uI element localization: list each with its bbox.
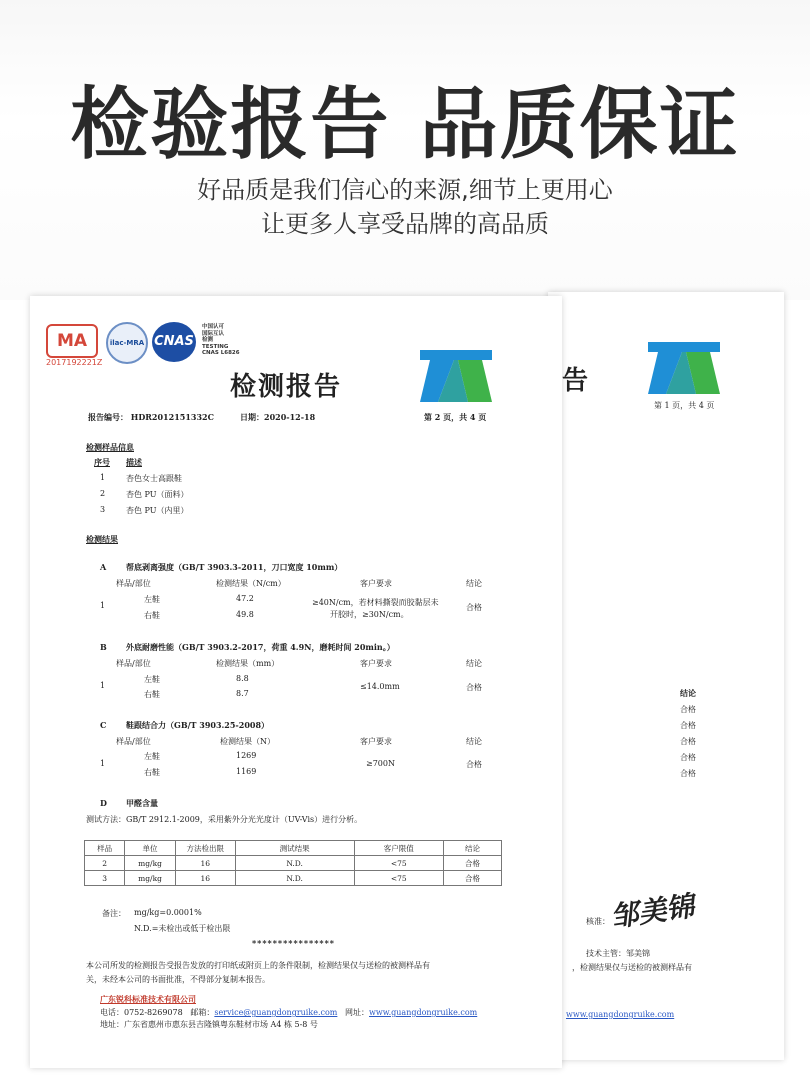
back-conclusion-5: 合格 <box>680 769 696 778</box>
table-cell: <75 <box>354 871 443 886</box>
test-c-header-result: 检测结果（N） <box>220 737 275 746</box>
sample-no: 2 <box>100 489 106 498</box>
test-c-requirement: ≥700N <box>366 759 395 768</box>
test-c-value-left: 1269 <box>236 751 257 760</box>
address: 地址：广东省惠州市惠东县吉隆镇粤东鞋材市场 A4 栋 5-8 号 <box>100 1020 318 1029</box>
test-b-value-left: 8.8 <box>236 674 249 683</box>
test-c-name: 鞋跟结合力（GB/T 3903.25-2008） <box>126 720 270 730</box>
test-c-value-right: 1169 <box>236 767 257 776</box>
report-date: 日期：2020-12-18 <box>240 412 316 422</box>
hero-subtitle-line2: 让更多人享受品牌的高品质 <box>261 210 549 238</box>
cma-number: 2017192221Z <box>46 358 103 367</box>
table-header-cell: 样品 <box>85 841 125 856</box>
approver-label: 核准： <box>586 917 610 926</box>
formaldehyde-table <box>84 840 502 886</box>
table-cell: N.D. <box>235 856 354 871</box>
test-b-letter: B <box>100 642 107 652</box>
phone: 电话：0752-8269078 <box>100 1008 183 1017</box>
test-c-header-conclusion: 结论 <box>466 737 482 746</box>
back-conclusion-3: 合格 <box>680 737 696 746</box>
sample-no: 1 <box>100 473 106 482</box>
test-b-part-right: 右鞋 <box>144 690 160 699</box>
test-a-header-part: 样品/部位 <box>116 579 151 588</box>
test-b-header-result: 检测结果（mm） <box>216 659 280 668</box>
back-website-link[interactable]: www.guangdongruike.com <box>566 1010 675 1019</box>
table-header-cell: 结论 <box>444 841 502 856</box>
test-a-header-conclusion: 结论 <box>466 579 482 588</box>
test-c-header-part: 样品/部位 <box>116 737 151 746</box>
table-cell: 2 <box>85 856 125 871</box>
test-c-index: 1 <box>100 759 106 768</box>
test-a-result: 合格 <box>466 603 482 612</box>
test-a-value-right: 49.8 <box>236 610 254 619</box>
back-page-number: 第 1 页，共 4 页 <box>654 401 715 410</box>
table-cell: <75 <box>354 856 443 871</box>
test-b-requirement: ≤14.0mm <box>360 682 400 691</box>
table-row <box>85 856 502 871</box>
disclaimer-line2: 关，未经本公司的书面批准，不得部分复制本报告。 <box>86 975 270 984</box>
test-b-header-part: 样品/部位 <box>116 659 151 668</box>
table-header-cell: 单位 <box>125 841 175 856</box>
back-conclusion-2: 合格 <box>680 721 696 730</box>
sample-header-desc: 描述 <box>126 457 142 467</box>
report-title: 检测报告 <box>230 372 343 402</box>
test-a-requirement-line2: 开胶时，≥30N/cm。 <box>330 610 409 619</box>
company-logo-icon <box>420 350 492 402</box>
table-cell: 合格 <box>444 871 502 886</box>
back-conclusion-1: 合格 <box>680 705 696 714</box>
test-a-name: 帮底剥离强度（GB/T 3903.3-2011，刀口宽度 10mm） <box>126 562 343 572</box>
test-a-value-left: 47.2 <box>236 594 254 603</box>
approver-signature: 邹美锦 <box>608 889 697 934</box>
test-b-name: 外底耐磨性能（GB/T 3903.2-2017，荷重 4.9N，磨耗时间 20min。） <box>126 642 395 652</box>
report-page-1 <box>548 292 784 1060</box>
sample-desc: 杏色 PU（面料） <box>126 490 189 499</box>
test-b-part-left: 左鞋 <box>144 675 160 684</box>
report-page-2 <box>30 296 562 1068</box>
test-b-header-req: 客户要求 <box>360 659 392 668</box>
test-b-value-right: 8.7 <box>236 689 249 698</box>
test-c-part-left: 左鞋 <box>144 752 160 761</box>
email-link[interactable]: service@guangdongruike.com <box>214 1008 338 1017</box>
table-header-cell: 客户限值 <box>354 841 443 856</box>
test-a-header-req: 客户要求 <box>360 579 392 588</box>
back-title-fragment: 告 <box>562 366 589 396</box>
table-cell: 3 <box>85 871 125 886</box>
cma-logo: MA <box>46 324 98 358</box>
table-cell: mg/kg <box>125 871 175 886</box>
hero-title: 检验报告 品质保证 <box>70 80 740 170</box>
remark-unit: mg/kg=0.0001% <box>134 908 202 917</box>
remark-nd: N.D.=未检出或低于检出限 <box>134 924 231 933</box>
table-cell: 16 <box>175 856 235 871</box>
sample-desc: 杏色女士高跟鞋 <box>126 474 182 483</box>
hero-subtitle-line1: 好品质是我们信心的来源,细节上更用心 <box>197 176 613 204</box>
test-b-result: 合格 <box>466 683 482 692</box>
table-header-cell: 方法检出限 <box>175 841 235 856</box>
technical-supervisor: 技术主管：邹美锦 <box>586 949 650 958</box>
table-cell: 合格 <box>444 856 502 871</box>
results-heading: 检测结果 <box>86 534 118 544</box>
test-a-index: 1 <box>100 601 106 610</box>
company-name: 广东锐科标准技术有限公司 <box>100 994 196 1004</box>
table-cell: mg/kg <box>125 856 175 871</box>
cnas-caption: 中国认可 国际互认 检测 TESTING CNAS L6826 <box>202 324 240 356</box>
test-b-index: 1 <box>100 681 106 690</box>
website-label: 网址： <box>345 1008 370 1017</box>
hero-banner <box>0 0 810 300</box>
test-c-letter: C <box>100 720 107 730</box>
page-number: 第 2 页，共 4 页 <box>424 412 487 422</box>
contact-line <box>100 1007 477 1018</box>
test-a-part-right: 右鞋 <box>144 611 160 620</box>
disclaimer-line1: 本公司所发的检测报告受报告发放的打印纸或附页上的条件限制，检测结果仅与送检的被测样品有 <box>86 961 430 970</box>
test-a-part-left: 左鞋 <box>144 595 160 604</box>
remarks-label: 备注： <box>102 909 126 918</box>
test-c-part-right: 右鞋 <box>144 768 160 777</box>
report-number: 报告编号： HDR2012151332C <box>88 412 214 422</box>
test-c-result: 合格 <box>466 760 482 769</box>
sample-no: 3 <box>100 505 106 514</box>
table-cell: 16 <box>175 871 235 886</box>
test-a-requirement-line1: ≥40N/cm，若材料撕裂而胶黏层未 <box>312 598 439 607</box>
company-logo-icon <box>648 342 720 394</box>
end-of-report-stars: **************** <box>252 938 335 948</box>
test-d-letter: D <box>100 798 107 808</box>
table-row <box>85 871 502 886</box>
back-disclaimer-fragment: ，检测结果仅与送检的被测样品有 <box>572 963 692 972</box>
sample-info-heading: 检测样品信息 <box>86 442 134 452</box>
test-d-method: 测试方法：GB/T 2912.1-2009，采用紫外分光光度计（UV-Vis）进行分析。 <box>86 815 363 824</box>
test-d-name: 甲醛含量 <box>126 798 158 808</box>
sample-desc: 杏色 PU（内里） <box>126 506 189 515</box>
test-a-header-result: 检测结果（N/cm） <box>216 579 286 588</box>
sample-header-no: 序号 <box>94 457 110 467</box>
test-a-letter: A <box>100 562 107 572</box>
table-cell: N.D. <box>235 871 354 886</box>
test-b-header-conclusion: 结论 <box>466 659 482 668</box>
back-conclusion-header: 结论 <box>680 688 696 698</box>
email-label: 邮箱： <box>190 1008 215 1017</box>
table-header-row <box>85 841 502 856</box>
cnas-logo: CNAS <box>152 322 196 362</box>
table-header-cell: 测试结果 <box>235 841 354 856</box>
back-conclusion-4: 合格 <box>680 753 696 762</box>
website-link[interactable]: www.guangdongruike.com <box>369 1008 478 1017</box>
ilac-mra-logo: ilac-MRA <box>106 322 148 364</box>
test-c-header-req: 客户要求 <box>360 737 392 746</box>
